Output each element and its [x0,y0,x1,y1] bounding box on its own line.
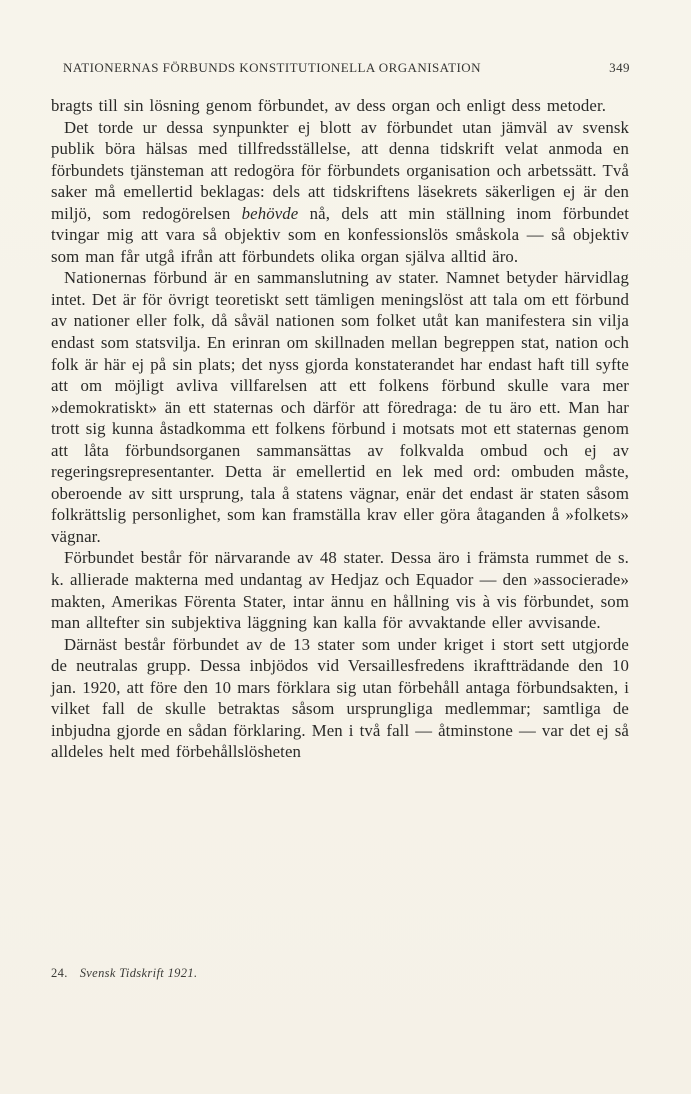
paragraph-2 [51,117,629,268]
paragraph-2-text-end: nå, dels att min ställning inom förbundet tvingar mig att vara så objektiv som en konfessionslös småskola — så objektiv som man får utgå ifrån att förbundets olika organ själva alltid äro. [51,203,629,266]
paragraph-5 [51,634,629,763]
journal-citation: Svensk Tidskrift 1921. [79,966,198,980]
running-title: NATIONERNAS FÖRBUNDS KONSTITUTIONELLA ORGANISATION [63,60,481,75]
paragraph-4 [51,547,629,633]
paragraph-1 [51,95,629,117]
article-body [51,95,629,763]
page-footer [51,966,197,981]
running-header [63,60,630,88]
paragraph-2-text-start: Det torde ur dessa synpunkter ej blott av förbundet utan jämväl av svensk publik böra hälsas med tillfredsställelse, att denna tidskrift velat anmoda en förbundets tjänsteman att redogöra för förbundets organisation och arbetssätt. Två saker må emellertid beklagas: dels att tidskriftens läsekrets säkerligen ej är den miljö, som redogörelsen [51,117,629,223]
paragraph-1-text: bragts till sin lösning genom förbundet, av dess organ och enligt dess metoder. [51,96,607,115]
paragraph-3-text: Nationernas förbund är en sammanslutning av stater. Namnet betyder härvidlag intet. Det är för övrigt teoretiskt sett tämligen meningslöst att tala om ett förbund av nationer eller folk, då såväl nationen som folket utåt kan manifestera sin vilja endast som statsvilja. En erinran om skillnaden mellan begreppen stat, nation och folk är här ej på sin plats; det nyss gjorda konstaterandet har endast haft till syfte att om möjligt avliva villfarelsen att ett folkens förbund skulle vara mer »demokratiskt» än ett staternas och därför att föredraga: de tu äro ett. Man har trott sig kunna åstadkomma ett folkens förbund i motsats mot ett staternas genom att låta förbundsorganen sammansättas av folkvalda ombud och ej av regeringsrepresentanter. Detta är emellertid en lek med ord: ombuden måste, oberoende av sitt ursprung, tala å statens vägnar, enär det endast är staten såsom folkrättslig personlighet, som kan framställa krav eller göra åtaganden å »folkets» vägnar. [51,268,629,546]
paragraph-5-text: Därnäst består förbundet av de 13 stater som under kriget i stort sett utgjorde de neutralas grupp. Dessa inbjödos vid Versaillesfredens ikraftträdande den 10 jan. 1920, att före den 10 mars förklara sig utan förbehåll antaga förbundsakten, i vilket fall de skulle betraktas såsom ursprungliga medlemmar; samtliga de inbjudna gjorde en sådan förklaring. Men i två fall — åtminstone — var det ej så alldeles helt med förbehållslösheten [51,634,629,762]
paragraph-3 [51,267,629,547]
page-number: 349 [609,60,630,75]
emphasized-word: behövde [241,203,299,223]
paragraph-4-text: Förbundet består för närvarande av 48 stater. Dessa äro i främsta rummet de s. k. allierade makterna med undantag av Hedjaz och Equador — den »associerade» makten, Amerikas Förenta Stater, intar ännu en hållning vis à vis förbundet, som man alltefter sin subjektiva läggning kan kalla för avvaktande eller avvisande. [51,548,629,633]
signature-mark: 24. [51,966,68,980]
